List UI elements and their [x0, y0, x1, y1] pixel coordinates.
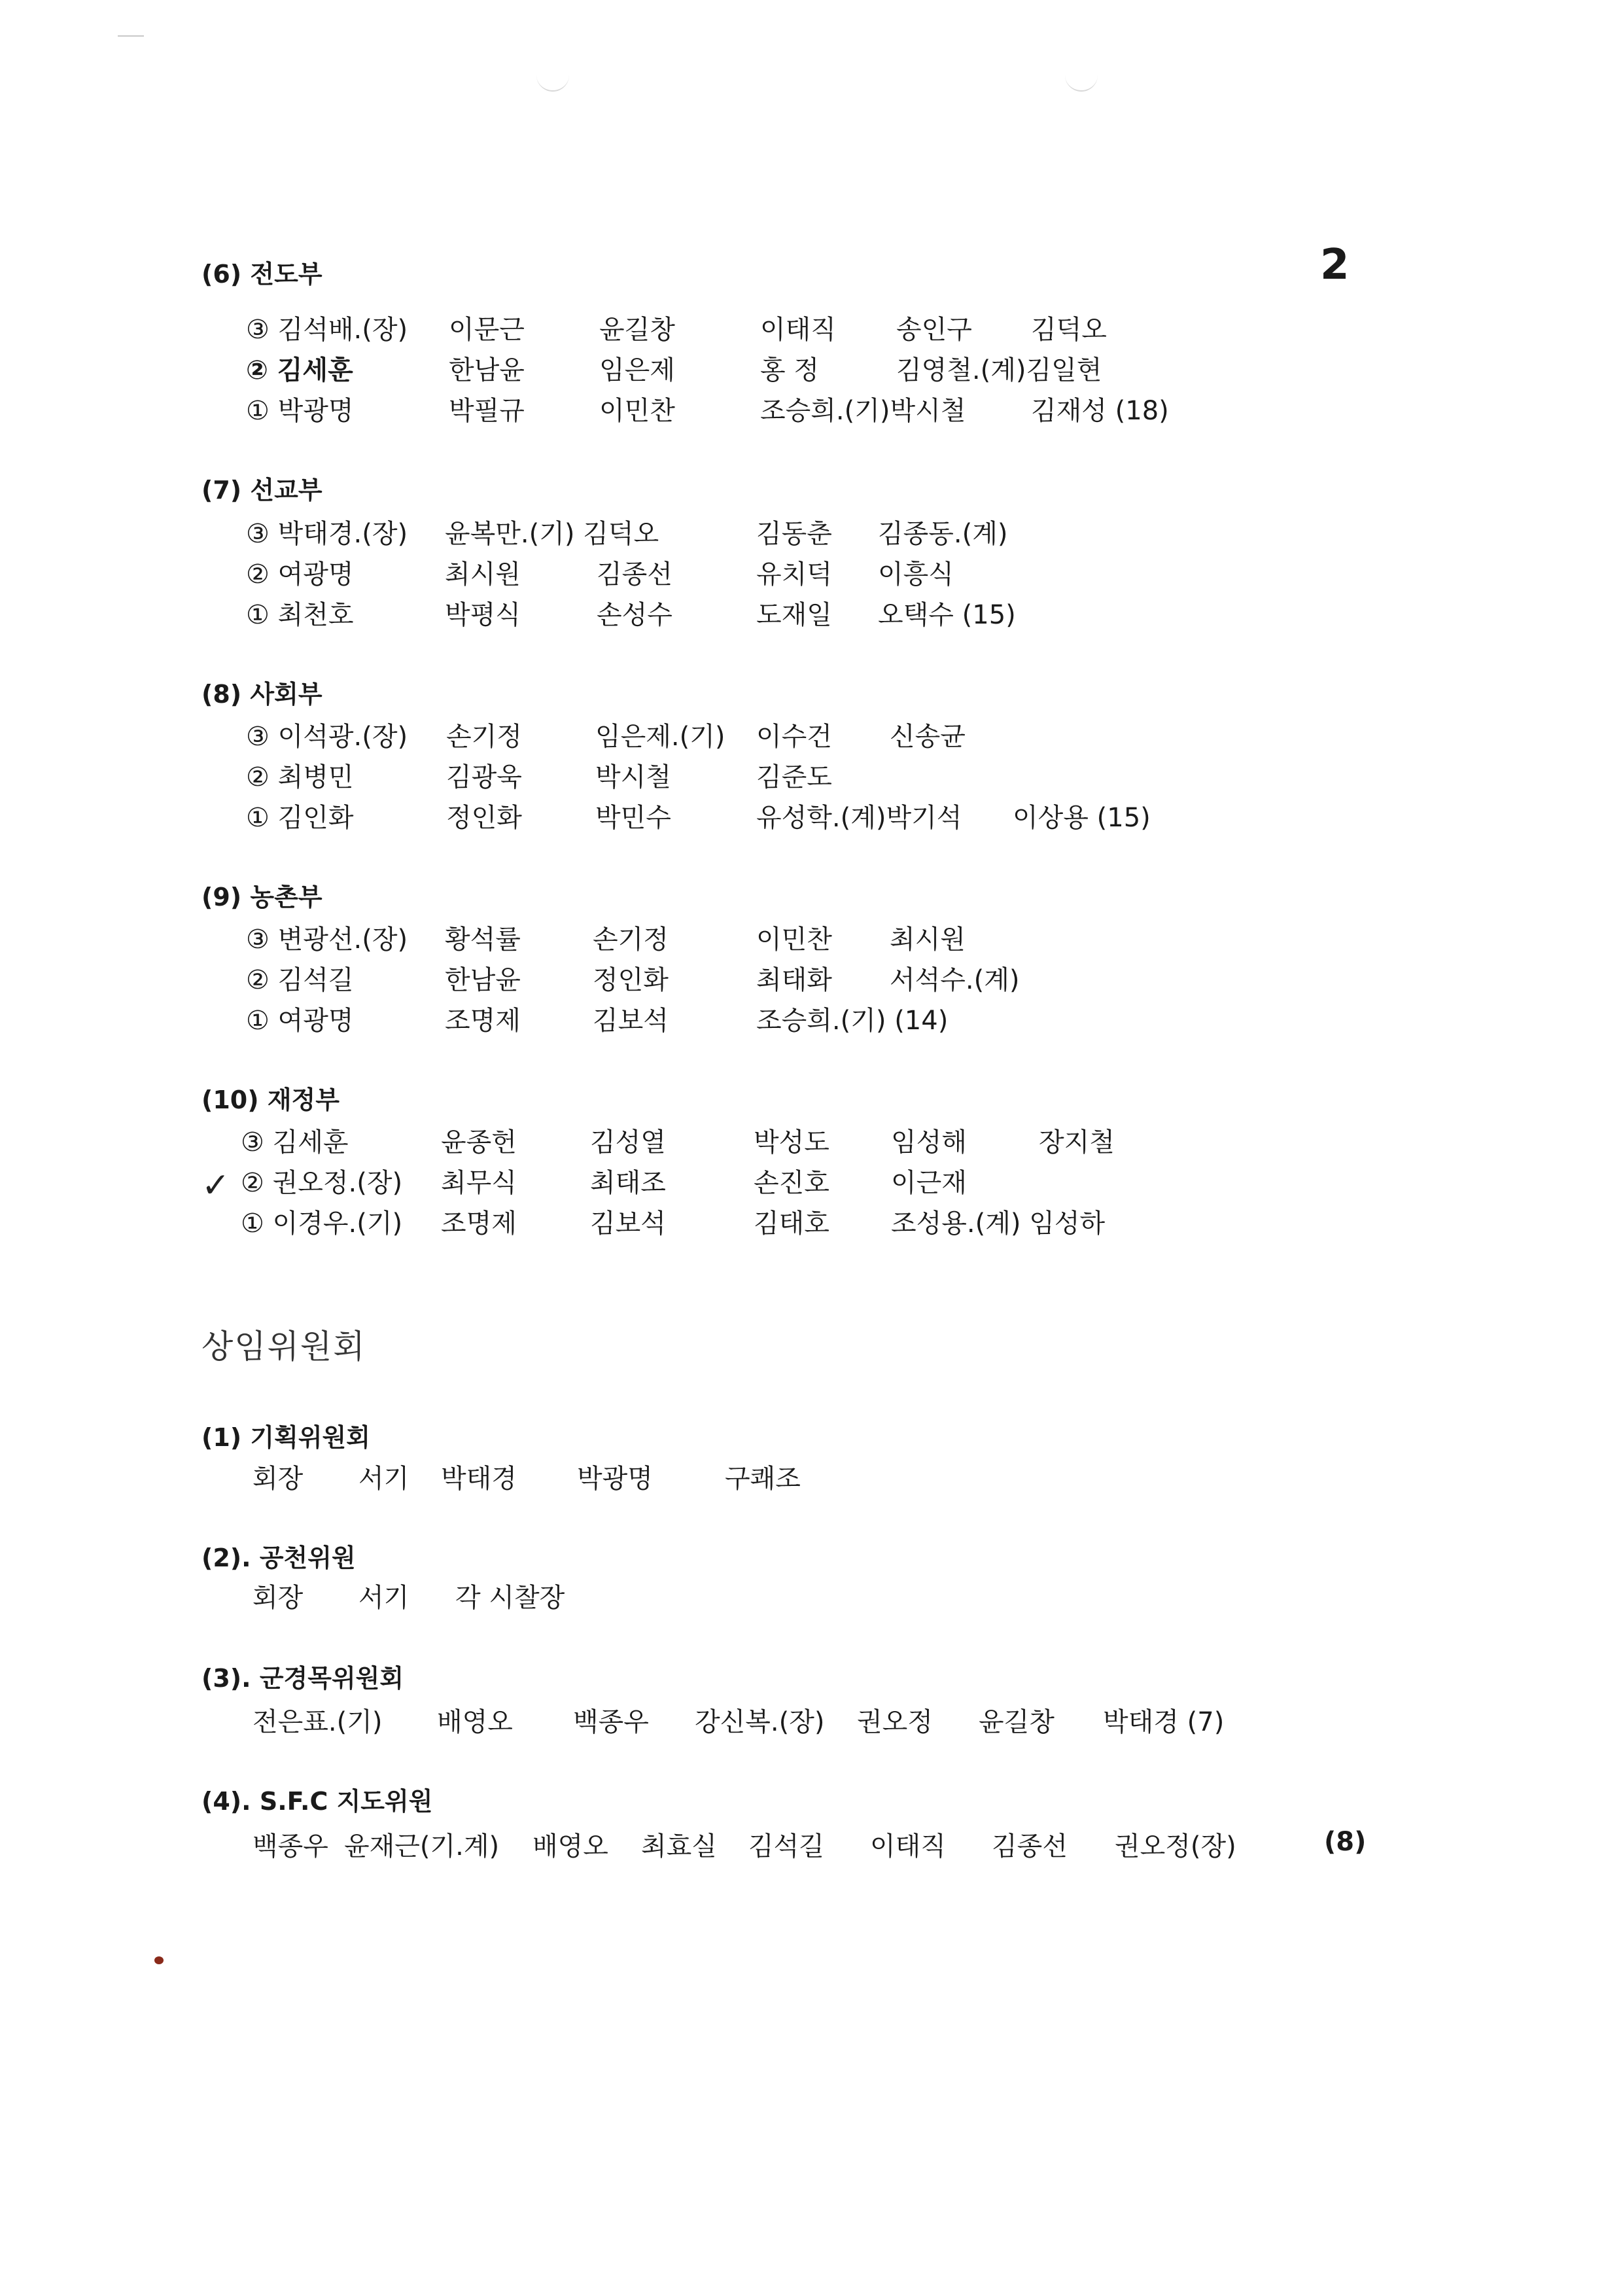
member: ② 여광명: [246, 559, 354, 590]
member: 조승희.(기) (14): [756, 1006, 949, 1036]
member: ② 김세훈: [246, 355, 353, 385]
member: 윤길창: [599, 315, 675, 345]
member: 김영철.(계)김일현: [896, 355, 1102, 385]
member: 배영오: [532, 1831, 608, 1862]
committee-title: (4). S.F.C 지도위원: [201, 1787, 433, 1816]
member: 임은제.(기): [595, 722, 725, 752]
member: 홍 정: [760, 355, 819, 385]
member: 서기: [358, 1583, 410, 1613]
member: 이흥식: [878, 559, 954, 590]
member: 회장: [253, 1583, 304, 1613]
member: 임성해: [891, 1127, 967, 1157]
member: 도재일: [756, 600, 832, 630]
member: 김종동.(계): [878, 519, 1008, 549]
committee-title: (3). 군경목위원회: [201, 1664, 404, 1693]
member: 유성학.(계)박기석: [756, 803, 962, 833]
member: 강신복.(장): [695, 1707, 825, 1737]
member: 윤길창: [979, 1707, 1055, 1737]
member: 이문근: [449, 315, 525, 345]
member: ① 여광명: [246, 1006, 354, 1036]
member: 서석수.(계): [890, 965, 1020, 995]
member: 김보석: [593, 1006, 669, 1036]
member: 박시철: [595, 762, 671, 792]
member: ② 김석길: [246, 965, 354, 995]
member: 최태조: [590, 1168, 666, 1198]
punch-hole-mark: [536, 73, 569, 92]
punch-hole-mark: [1065, 73, 1098, 92]
member: 손성수: [597, 600, 672, 630]
department-title: (7) 선교부: [201, 476, 323, 504]
member: 최시원: [445, 559, 521, 590]
member: 박성도: [754, 1127, 829, 1157]
member: 정인화: [593, 965, 669, 995]
committee-title: (2). 공천위원: [201, 1544, 356, 1572]
member: 이수건: [756, 722, 832, 752]
member: 김종선: [597, 559, 672, 590]
member: ① 최천호: [246, 600, 354, 630]
member: 신송균: [890, 722, 966, 752]
scan-speck: [154, 1956, 164, 1964]
member: 한남윤: [449, 355, 525, 385]
member: 백종우: [253, 1831, 328, 1862]
member: 회장: [253, 1464, 304, 1494]
member: 김덕오: [1031, 315, 1107, 345]
member: 최태화: [756, 965, 832, 995]
member: ② 최병민: [246, 762, 354, 792]
checkmark-icon: ✓: [201, 1166, 230, 1205]
member: 박평식: [445, 600, 521, 630]
member: ① 이경우.(기): [241, 1209, 403, 1239]
department-title: (8) 사회부: [201, 680, 323, 709]
scan-dash: [118, 35, 144, 37]
member: 이태직: [870, 1831, 946, 1862]
member: 이민찬: [756, 925, 832, 955]
member: 손진호: [754, 1168, 829, 1198]
member: ③ 박태경.(장): [246, 519, 408, 549]
member: 박민수: [595, 803, 671, 833]
member: 한남윤: [445, 965, 521, 995]
member: 윤종헌: [441, 1127, 517, 1157]
member: 장지철: [1039, 1127, 1115, 1157]
member: 김준도: [756, 762, 832, 792]
member: 전은표.(기): [253, 1707, 383, 1737]
member: 조승희.(기)박시철: [760, 396, 966, 426]
member: ① 박광명: [246, 396, 354, 426]
member: 백종우: [573, 1707, 649, 1737]
member: 박광명: [577, 1464, 653, 1494]
member: 박태경 (7): [1103, 1707, 1225, 1737]
member: 조명제: [441, 1209, 517, 1239]
department-title: (9) 농촌부: [201, 883, 323, 911]
member: ② 권오정.(장): [241, 1168, 403, 1198]
member: 박필규: [449, 396, 525, 426]
member: 김태호: [754, 1209, 829, 1239]
member: 윤재근(기.계): [344, 1831, 500, 1862]
member-count: (8): [1324, 1827, 1367, 1857]
member: 손기정: [593, 925, 669, 955]
member: 김재성 (18): [1031, 396, 1169, 426]
member: 구쾌조: [725, 1464, 801, 1494]
member: ③ 이석광.(장): [246, 722, 408, 752]
member: 김보석: [590, 1209, 666, 1239]
member: 박태경: [441, 1464, 517, 1494]
member: 권오정: [857, 1707, 933, 1737]
member: 권오정(장): [1115, 1831, 1236, 1862]
member: ③ 변광선.(장): [246, 925, 408, 955]
member: 임은제: [599, 355, 675, 385]
member: 윤복만.(기) 김덕오: [445, 519, 659, 549]
member: 김종선: [992, 1831, 1068, 1862]
member: 황석률: [445, 925, 521, 955]
member: 최시원: [890, 925, 966, 955]
member: 이근재: [891, 1168, 967, 1198]
member: ③ 김석배.(장): [246, 315, 408, 345]
department-title: (10) 재정부: [201, 1086, 340, 1114]
member: 이태직: [760, 315, 836, 345]
member: 이상용 (15): [1013, 803, 1151, 833]
member: 오택수 (15): [878, 600, 1016, 630]
member: 유치덕: [756, 559, 832, 590]
member: 배영오: [437, 1707, 513, 1737]
member: 김광욱: [446, 762, 522, 792]
committee-section-title: 상임위원회: [201, 1328, 366, 1366]
member: 이민찬: [599, 396, 675, 426]
member: 송인구: [896, 315, 972, 345]
member: 최효실: [641, 1831, 717, 1862]
member: 최무식: [441, 1168, 517, 1198]
member: 손기정: [446, 722, 522, 752]
member: 조명제: [445, 1006, 521, 1036]
member: 김동춘: [756, 519, 832, 549]
member: ③ 김세훈: [241, 1127, 349, 1157]
page-number: 2: [1320, 241, 1350, 289]
department-title: (6) 전도부: [201, 260, 323, 289]
member: 정인화: [446, 803, 522, 833]
member: 김석길: [748, 1831, 824, 1862]
member: 김성열: [590, 1127, 666, 1157]
member: 서기: [358, 1464, 410, 1494]
member: ① 김인화: [246, 803, 354, 833]
committee-title: (1) 기획위원회: [201, 1423, 370, 1452]
member: 각 시찰장: [455, 1583, 565, 1613]
member: 조성용.(계) 임성하: [891, 1209, 1106, 1239]
